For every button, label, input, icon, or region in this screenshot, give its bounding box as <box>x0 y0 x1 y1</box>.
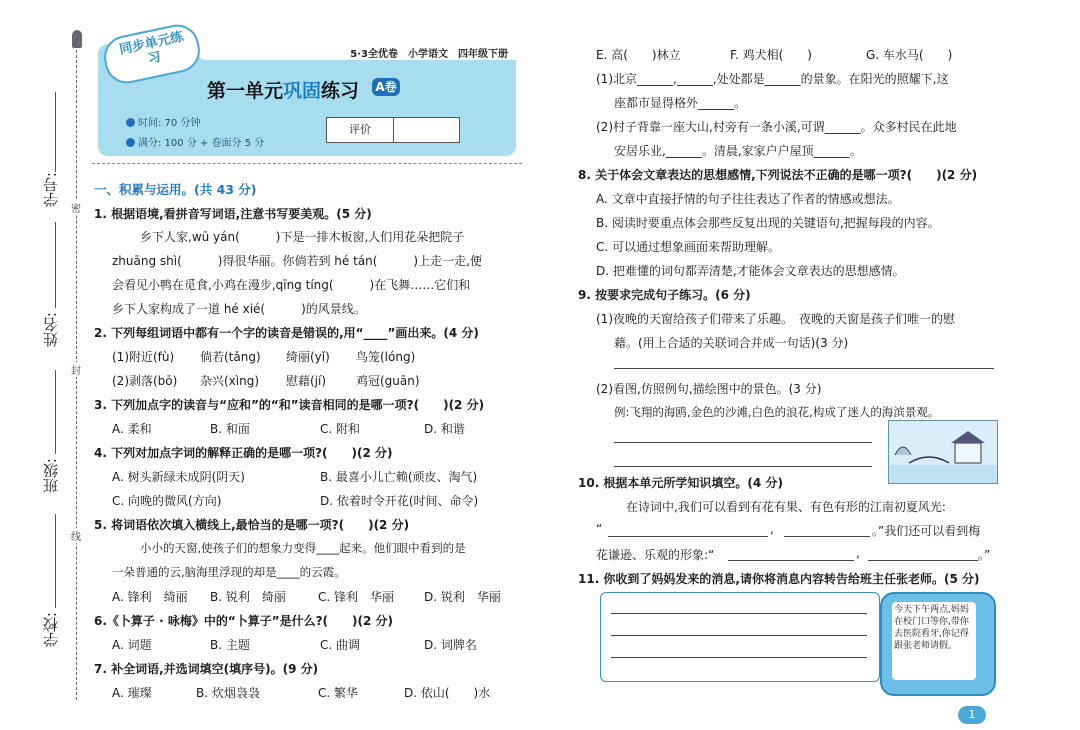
question-10-text: 花谦逊、乐观的形象:“ <box>596 548 715 562</box>
name-field[interactable] <box>55 222 56 308</box>
question-9-part: (1)夜晚的天窗给孩子们带来了乐趣。 夜晚的天窗是孩子们唯一的慰 <box>596 312 956 326</box>
question-5-option[interactable]: D. 锐利 华丽 <box>424 590 501 604</box>
question-5-option[interactable]: C. 锋利 华丽 <box>318 590 395 604</box>
question-5-option[interactable]: B. 锐利 绮丽 <box>210 590 286 604</box>
question-7-sentence[interactable]: (1)北京______,______,处处都是______的景象。在阳光的照耀下,这 <box>596 72 949 86</box>
question-7-stem: 7. 补全词语,并选词填空(填序号)。(9 分) <box>94 662 319 676</box>
question-5-stem: 5. 将词语依次填入横线上,最恰当的是哪一项?( )(2 分) <box>94 518 410 532</box>
answer-line[interactable] <box>728 560 854 561</box>
class-label: 班级: <box>42 458 60 494</box>
question-1-stem: 1. 根据语境,看拼音写词语,注意书写要美观。(5 分) <box>94 207 372 221</box>
page-title <box>207 76 359 103</box>
question-5-option[interactable]: A. 锋利 绮丽 <box>112 590 188 604</box>
name-label: 姓名: <box>42 312 60 348</box>
question-7-option[interactable]: C. 繁华 <box>318 686 359 700</box>
seal-mark: 封 <box>71 362 81 377</box>
question-7-sentence[interactable]: (2)村子背靠一座大山,村旁有一条小溪,可谓______。众多村民在此地 <box>596 120 957 134</box>
question-4-option[interactable]: A. 树头新绿未成阴(阴天) <box>112 470 245 484</box>
full-score <box>126 134 264 149</box>
question-8-stem: 8. 关于体会文章表达的思想感情,下列说法不正确的是哪一项?( )(2 分) <box>578 168 978 182</box>
student-id-label: 学号: <box>42 172 60 208</box>
question-2-stem: 2. 下列每组词语中都有一个字的读音是错误的,用“____”画出来。(4 分) <box>94 326 479 340</box>
question-9-part: 藉。(用上合适的关联词合并成一句话)(3 分) <box>614 336 849 350</box>
student-id-field[interactable] <box>55 92 56 172</box>
question-10-comma: , <box>856 546 860 560</box>
question-6-option[interactable]: A. 词题 <box>112 638 152 652</box>
answer-line[interactable] <box>784 536 870 537</box>
answer-line[interactable] <box>611 657 867 658</box>
question-7-option[interactable]: B. 炊烟袅袅 <box>196 686 260 700</box>
question-8-option[interactable]: B. 阅读时要重点体会那些反复出现的关键语句,把握每段的内容。 <box>596 216 940 230</box>
school-field[interactable] <box>55 514 56 608</box>
question-4-stem: 4. 下列对加点字词的解释正确的是哪一项?( )(2 分) <box>94 446 393 460</box>
question-10-text: 在诗词中,我们可以看到有花有果、有色有形的江南初夏风光: <box>626 500 946 514</box>
question-4-option[interactable]: B. 最喜小儿亡赖(顽皮、淘气) <box>320 470 478 484</box>
question-7-option[interactable]: G. 车水马( ) <box>866 48 953 62</box>
time-text: 时间: 70 分钟 <box>138 118 201 129</box>
answer-line[interactable] <box>614 368 994 369</box>
question-10-quote-open: “ <box>596 522 603 536</box>
rocket-icon <box>72 30 82 48</box>
book-label-strip <box>198 44 516 60</box>
question-2-item[interactable]: (1)附近(fù) <box>112 350 175 364</box>
question-2-item[interactable]: 杂兴(xìng) <box>200 374 260 388</box>
question-3-option[interactable]: D. 和谐 <box>424 422 465 436</box>
question-2-item[interactable]: 倘若(tǎng) <box>200 350 261 364</box>
score-text: 满分: 100 分 + 卷面分 5 分 <box>138 138 265 149</box>
question-6-option[interactable]: C. 曲调 <box>320 638 361 652</box>
answer-line[interactable] <box>608 536 768 537</box>
question-2-item[interactable]: 鸡冠(guān) <box>356 374 420 388</box>
question-3-option[interactable]: A. 柔和 <box>112 422 152 436</box>
question-9-stem: 9. 按要求完成句子练习。(6 分) <box>578 288 751 302</box>
answer-box[interactable] <box>600 592 880 682</box>
question-4-option[interactable]: C. 向晚的微风(方向) <box>112 494 222 508</box>
answer-line[interactable] <box>614 442 872 443</box>
question-1-line: 乡下人家构成了一道 hé xié( )的风景线。 <box>112 302 366 316</box>
question-11-stem: 11. 你收到了妈妈发来的消息,请你将消息内容转告给班主任张老师。(5 分) <box>578 572 980 586</box>
title-part: 练习 <box>321 80 360 102</box>
message-text: 今天下午两点,妈妈在校门口等你,带你去医院看牙,你记得跟张老师请假。 <box>892 602 976 680</box>
seal-mark: 密 <box>71 200 81 215</box>
answer-line[interactable] <box>611 635 867 636</box>
question-7-option[interactable]: E. 高( )林立 <box>596 48 681 62</box>
school-label: 学校: <box>42 612 60 648</box>
class-field[interactable] <box>55 370 56 454</box>
question-2-item[interactable]: 鸟笼(lóng) <box>356 350 416 364</box>
question-8-option[interactable]: C. 可以通过想象画面来帮助理解。 <box>596 240 781 254</box>
question-8-option[interactable]: D. 把难懂的词句都弄清楚,才能体会文章表达的思想感情。 <box>596 264 905 278</box>
question-4-option[interactable]: D. 依着时令开花(时间、命令) <box>320 494 479 508</box>
question-10-stem: 10. 根据本单元所学知识填空。(4 分) <box>578 476 783 490</box>
pavilion-icon <box>889 421 997 483</box>
seal-mark: 线 <box>71 528 81 543</box>
question-2-item[interactable]: (2)剥落(bō) <box>112 374 178 388</box>
question-7-option[interactable]: F. 鸡犬相( ) <box>730 48 812 62</box>
question-5-text: 小小的天窗,使孩子们的想象力变得____起来。他们眼中看到的是 <box>140 541 466 555</box>
answer-line[interactable] <box>611 613 867 614</box>
version-badge: A卷 <box>372 78 400 96</box>
question-2-item[interactable]: 慰藉(jí) <box>286 374 327 388</box>
title-highlight: 巩固 <box>283 80 322 102</box>
question-7-sentence[interactable]: 座都市显得格外______。 <box>614 96 747 110</box>
answer-line[interactable] <box>868 560 978 561</box>
question-10-quote-close: 。” <box>978 548 991 562</box>
answer-line[interactable] <box>614 466 872 467</box>
section-title: 一、积累与运用。(共 43 分) <box>94 182 257 197</box>
title-part: 第一单元 <box>207 80 284 102</box>
clock-icon <box>126 118 135 127</box>
question-10-comma: , <box>770 522 774 536</box>
question-6-option[interactable]: B. 主题 <box>210 638 250 652</box>
evaluation-box <box>326 117 460 143</box>
check-icon <box>126 138 135 147</box>
question-1-line: zhuāng shì( )得很华丽。你倘若到 hé tán( )上走一走,便 <box>112 254 482 268</box>
question-2-item[interactable]: 绮丽(yǐ) <box>286 350 330 364</box>
question-1-line: 会看见小鸭在觅食,小鸡在漫步,qīng tíng( )在飞舞……它们和 <box>112 278 471 292</box>
question-1-line: 乡下人家,wū yán( )下是一排木板窗,人们用花朵把院子 <box>140 230 465 244</box>
question-9-part: (2)看图,仿照例句,描绘图中的景色。(3 分) <box>596 382 822 396</box>
header-divider <box>92 163 522 164</box>
question-9-example: 例:飞翔的海鸥,金色的沙滩,白色的浪花,构成了迷人的海滨景观。 <box>614 405 940 419</box>
question-3-stem: 3. 下列加点字的读音与“应和”的“和”读音相同的是哪一项?( )(2 分) <box>94 398 485 412</box>
seaside-illustration <box>888 420 998 484</box>
question-8-option[interactable]: A. 文章中直接抒情的句子往往表达了作者的情感或想法。 <box>596 192 900 206</box>
question-7-option[interactable]: D. 依山( )水 <box>404 686 491 700</box>
question-6-stem: 6.《卜算子 · 咏梅》中的“卜算子”是什么?( )(2 分) <box>94 614 394 628</box>
evaluation-label: 评价 <box>327 118 394 142</box>
question-3-option[interactable]: C. 附和 <box>320 422 361 436</box>
question-10-text: 。”我们还可以看到梅 <box>872 524 981 538</box>
question-7-sentence[interactable]: 安居乐业,______。清晨,家家户户屋顶______。 <box>614 144 862 158</box>
question-6-option[interactable]: D. 词牌名 <box>424 638 477 652</box>
book-label: 5·3全优卷 小学语文 四年级下册 <box>350 49 508 60</box>
page-number: 1 <box>958 706 986 724</box>
question-5-text: 一朵普通的云,脑海里浮现的却是____的云霞。 <box>112 565 346 579</box>
time-limit <box>126 114 200 129</box>
question-7-option[interactable]: A. 璀璨 <box>112 686 152 700</box>
question-3-option[interactable]: B. 和面 <box>210 422 250 436</box>
unit-badge-text: 同步单元练习 <box>118 29 185 68</box>
